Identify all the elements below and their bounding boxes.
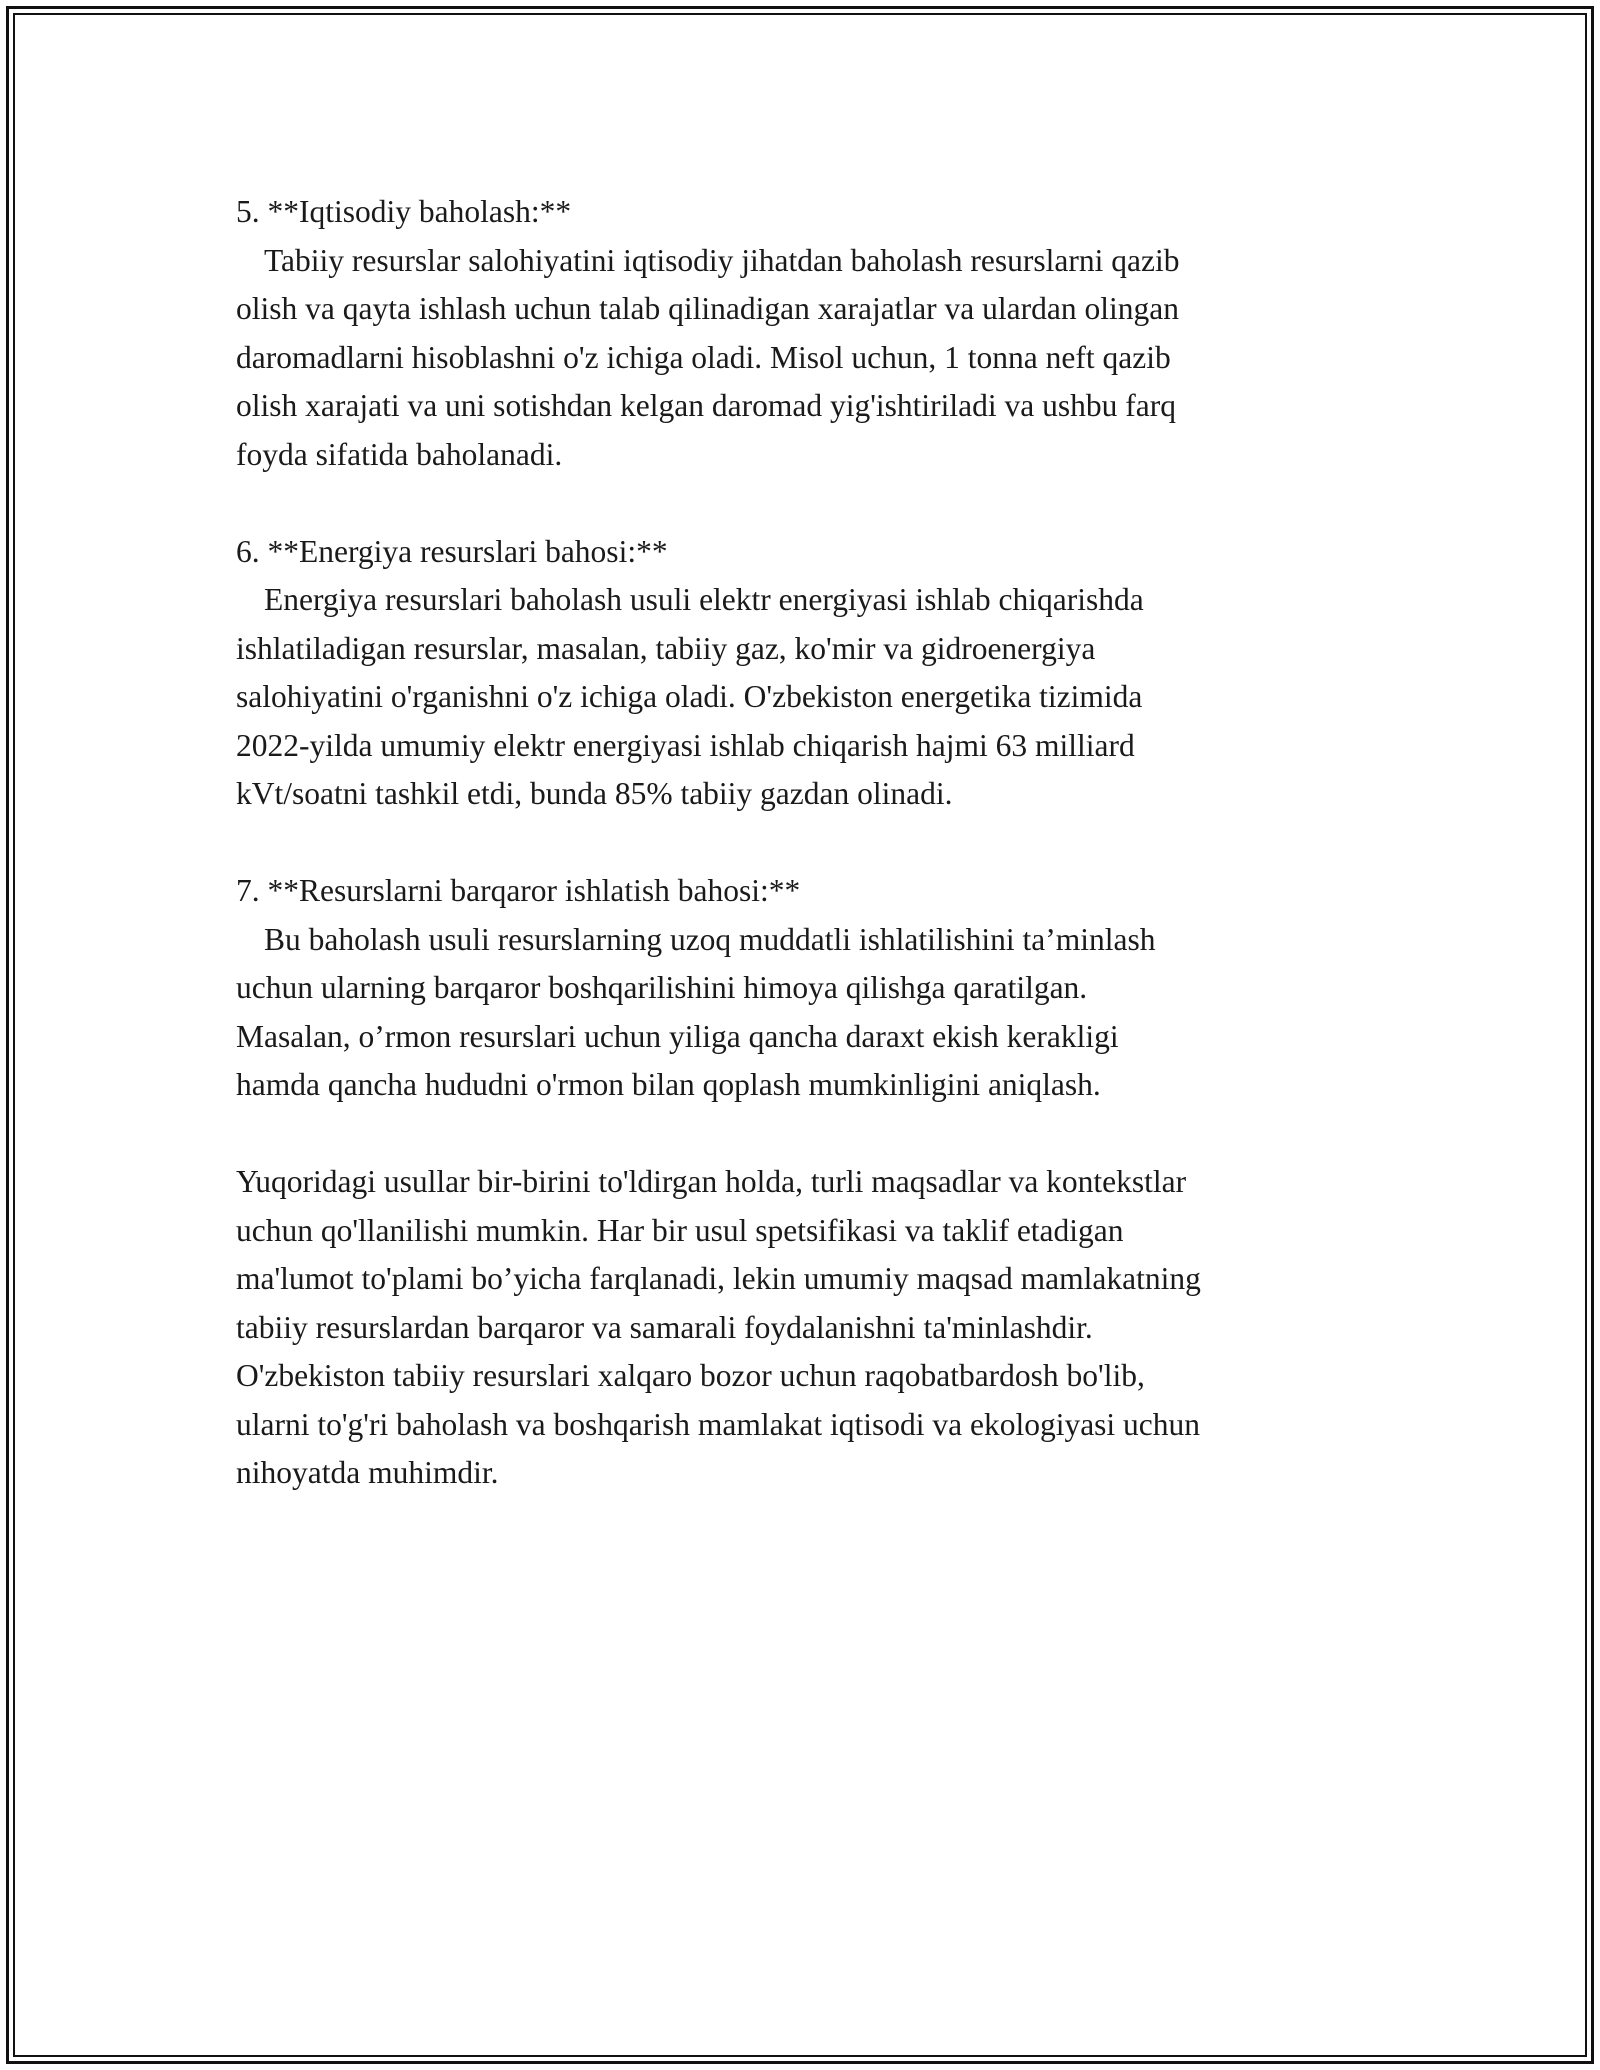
paragraph-line: olish va qayta ishlash uchun talab qilinadigan xarajatlar va ulardan olingan [236,291,1179,326]
section-economic-assessment [236,188,1386,479]
paragraph-line: nihoyatda muhimdir. [236,1455,499,1490]
paragraph-line: ma'lumot to'plami bo’yicha farqlanadi, lekin umumiy maqsad mamlakatning [236,1261,1201,1296]
paragraph-line: uchun ularning barqaror boshqarilishini himoya qilishga qaratilgan. [236,970,1088,1005]
conclusion-paragraph [236,1158,1386,1498]
paragraph-line: 2022-yilda umumiy elektr energiyasi ishlab chiqarish hajmi 63 milliard [236,727,1135,763]
paragraph-line: tabiiy resurslardan barqaror va samarali foydalanishni ta'minlashdir. [236,1309,1093,1345]
paragraph-line: Bu baholash usuli resurslarning uzoq muddatli ishlatilishini ta’minlash [264,921,1156,957]
paragraph-line: Energiya resurslari baholash usuli elektr energiyasi ishlab chiqarishda [264,582,1144,617]
paragraph-line: olish xarajati va uni sotishdan kelgan daromad yig'ishtiriladi va ushbu farq [236,388,1176,423]
section-energy-resources [236,528,1386,819]
paragraph-line: ularni to'g'ri baholash va boshqarish mamlakat iqtisodi va ekologiyasi uchun [236,1406,1201,1442]
paragraph-line: uchun qo'llanilishi mumkin. Har bir usul spetsifikasi va taklif etadigan [236,1212,1124,1248]
section-heading: 6. **Energiya resurslari bahosi:** [236,533,668,569]
paragraph-line: hamda qancha hududni o'rmon bilan qoplash mumkinligini aniqlash. [236,1067,1101,1102]
section-sustainable-use [236,867,1386,1110]
section-heading: 7. **Resurslarni barqaror ishlatish bahosi:** [236,873,801,908]
paragraph-line: Masalan, o’rmon resurslari uchun yiliga qancha daraxt ekish kerakligi [236,1018,1119,1054]
paragraph-line: foyda sifatida baholanadi. [236,436,563,472]
paragraph-line: Tabiiy resurslar salohiyatini iqtisodiy jihatdan baholash resurslarni qazib [264,242,1180,278]
paragraph-line: daromadlarni hisoblashni o'z ichiga oladi. Misol uchun, 1 tonna neft qazib [236,339,1171,375]
paragraph-line: ishlatiladigan resurslar, masalan, tabiiy gaz, ko'mir va gidroenergiya [236,630,1096,666]
paragraph-line: O'zbekiston tabiiy resurslari xalqaro bozor uchun raqobatbardosh bo'lib, [236,1358,1145,1393]
paragraph-line: salohiyatini o'rganishni o'z ichiga oladi. O'zbekiston energetika tizimida [236,679,1143,714]
section-heading: 5. **Iqtisodiy baholash:** [236,194,572,229]
document-body [236,188,1386,1546]
paragraph-line: Yuqoridagi usullar bir-birini to'ldirgan holda, turli maqsadlar va kontekstlar [236,1164,1187,1199]
paragraph-line: kVt/soatni tashkil etdi, bunda 85% tabiiy gazdan olinadi. [236,776,953,811]
